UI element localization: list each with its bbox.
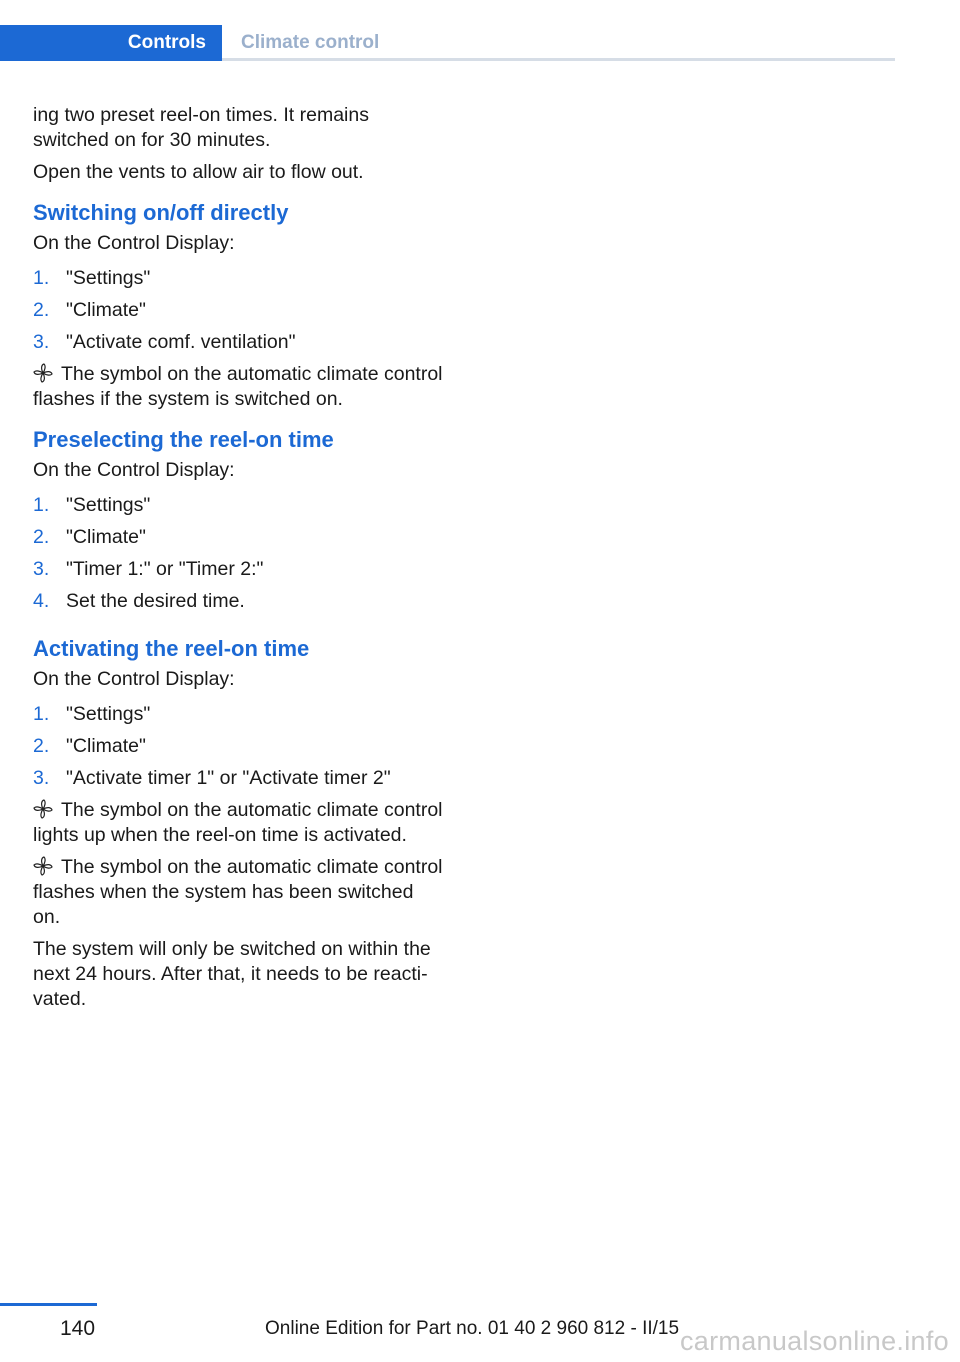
step-text: "Climate" xyxy=(66,735,146,757)
page-header xyxy=(0,25,895,61)
closing-paragraph: The system will only be switched on within the next 24 hours. After that, it needs to be reactivated. xyxy=(33,938,431,1010)
list-item xyxy=(33,330,445,362)
symbol-note xyxy=(33,855,445,930)
list-item xyxy=(33,766,445,798)
page-number: 140 xyxy=(60,1317,96,1340)
section-heading: Preselecting the reel-on time xyxy=(33,427,334,452)
section-heading: Activating the reel-on time xyxy=(33,636,310,661)
list-item xyxy=(33,702,445,734)
list-item xyxy=(33,298,445,330)
edition-label: Online Edition for Part no. 01 40 2 960 812 - II/15 xyxy=(265,1318,680,1339)
note-text: The symbol on the automatic climate control lights up when the reel-on time is activated. xyxy=(33,799,443,846)
step-text: "Timer 1:" or "Timer 2:" xyxy=(66,558,264,580)
steps-list xyxy=(33,266,445,362)
footer-rule xyxy=(0,1303,97,1306)
section-heading: Switching on/off directly xyxy=(33,200,289,225)
intro-paragraph: ing two preset reel-on times. It remains switched on for 30 minutes. xyxy=(33,104,369,151)
fan-icon xyxy=(33,799,53,819)
step-text: "Climate" xyxy=(66,526,146,548)
step-number: 3. xyxy=(33,558,50,580)
step-text: "Activate timer 1" or "Activate timer 2" xyxy=(66,767,391,789)
step-number: 1. xyxy=(33,267,50,289)
note-text: The symbol on the automatic climate control flashes when the system has been switched on. xyxy=(33,856,443,928)
watermark: carmanualsonline.info xyxy=(680,1326,949,1356)
step-number: 2. xyxy=(33,735,50,757)
step-text: "Activate comf. ventilation" xyxy=(66,331,296,353)
step-text: "Settings" xyxy=(66,494,151,516)
section-tab: Climate control xyxy=(241,32,380,53)
list-item xyxy=(33,525,445,557)
step-text: "Settings" xyxy=(66,267,151,289)
step-number: 2. xyxy=(33,299,50,321)
list-item xyxy=(33,557,445,589)
step-number: 1. xyxy=(33,703,50,725)
step-number: 1. xyxy=(33,494,50,516)
page-content xyxy=(33,103,445,1019)
fan-icon xyxy=(33,363,53,383)
section-lead: On the Control Display: xyxy=(33,459,235,481)
step-number: 3. xyxy=(33,331,50,353)
step-number: 4. xyxy=(33,590,50,612)
step-number: 2. xyxy=(33,526,50,548)
symbol-note xyxy=(33,798,445,848)
step-text: "Settings" xyxy=(66,703,151,725)
step-text: "Climate" xyxy=(66,299,146,321)
intro-paragraph: Open the vents to allow air to flow out. xyxy=(33,161,364,183)
symbol-note xyxy=(33,362,445,412)
list-item xyxy=(33,734,445,766)
list-item xyxy=(33,493,445,525)
section-lead: On the Control Display: xyxy=(33,668,235,690)
step-text: Set the desired time. xyxy=(66,590,245,612)
steps-list xyxy=(33,493,445,621)
steps-list xyxy=(33,702,445,798)
list-item xyxy=(33,589,445,621)
list-item xyxy=(33,266,445,298)
section-lead: On the Control Display: xyxy=(33,232,235,254)
note-text: The symbol on the automatic climate control flashes if the system is switched on. xyxy=(33,363,443,410)
step-number: 3. xyxy=(33,767,50,789)
chapter-tab: Controls xyxy=(0,25,222,61)
fan-icon xyxy=(33,856,53,876)
